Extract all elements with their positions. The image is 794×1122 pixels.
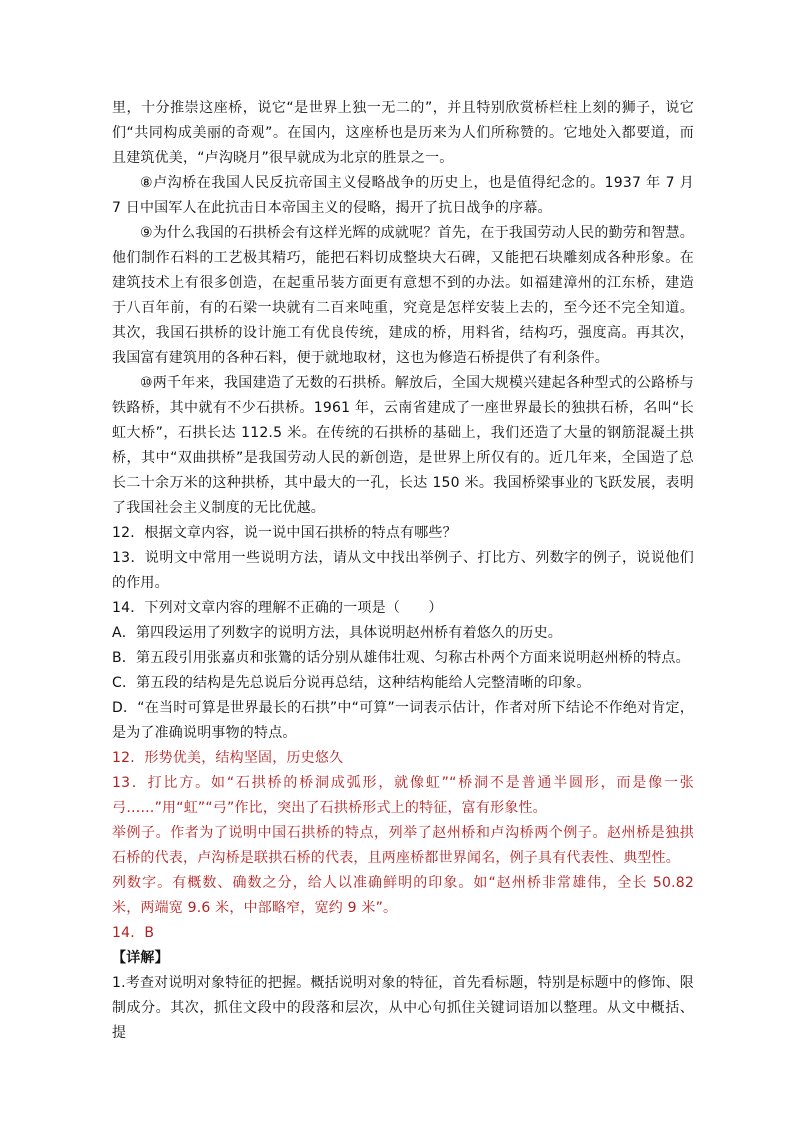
question-14-option-d: D．“在当时可算是世界最长的石拱”中“可算”一词表示估计，作者对所下结论不作绝对肯定，是为了准确说明事物的特点。: [112, 700, 694, 741]
document-page: [112, 96, 694, 1046]
explanation-text: 1.考查对说明对象特征的把握。概括说明对象的特征，首先看标题，特别是标题中的修饰、限制成分。其次，抓住文段中的段落和层次，从中心句抓住关键词语加以整理。从文中概括、提: [112, 975, 694, 1041]
answer-13-numbers: 列数字。有概数、确数之分，给人以准确鲜明的印象。如“赵州桥非常雄伟，全长 50.82 米，两端宽 9.6 米，中部略窄，宽约 9 米”。: [112, 875, 694, 916]
article-paragraph-10: ⑩两千年来，我国建造了无数的石拱桥。解放后，全国大规模兴建起各种型式的公路桥与铁路桥，其中就有不少石拱桥。1961 年，云南省建成了一座世界最长的独拱石桥，名叫“长虹大桥”，石拱长达 112.5 米。在传统的石拱桥的基础上，我们还造了大量的钢筋混凝土拱桥，其中“双曲拱桥”是我国劳动人民的新创造，是世界上所仅有的。近几年来，全国造了总长二十余万米的这种拱桥，其中最大的一孔，长达 150 米。我国桥梁事业的飞跃发展，表明了我国社会主义制度的无比优越。: [112, 375, 694, 516]
explanation-heading: 【详解】: [112, 950, 169, 966]
answer-13-metaphor: 13．打比方。如“石拱桥的桥洞成弧形，就像虹”“桥洞不是普通半圆形，而是像一张弓……”用“虹”“弓”作比，突出了石拱桥形式上的特征，富有形象性。: [112, 775, 694, 816]
article-paragraph-8: ⑧卢沟桥在我国人民反抗帝国主义侵略战争的历史上，也是值得纪念的。1937 年 7 月 7 日中国军人在此抗击日本帝国主义的侵略，揭开了抗日战争的序幕。: [112, 175, 694, 216]
article-paragraph-9: ⑨为什么我国的石拱桥会有这样光辉的成就呢？首先，在于我国劳动人民的勤劳和智慧。他们制作石料的工艺极其精巧，能把石料切成整块大石碑，又能把石块雕刻成各种形象。在建筑技术上有很多创造，在起重吊装方面更有意想不到的办法。如福建漳州的江东桥，建造于八百年前，有的石梁一块就有二百来吨重，究竟是怎样安装上去的，至今还不完全知道。其次，我国石拱桥的设计施工有优良传统，建成的桥，用料省，结构巧，强度高。再其次，我国富有建筑用的各种石料，便于就地取材，这也为修造石桥提供了有利条件。: [112, 225, 694, 366]
answer-14: 14．B: [112, 925, 155, 941]
article-paragraph-7-continued: 里，十分推崇这座桥，说它“是世界上独一无二的”，并且特别欣赏桥栏柱上刻的狮子，说它们“共同构成美丽的奇观”。在国内，这座桥也是历来为人们所称赞的。它地处入都要道，而且建筑优美，“卢沟晓月”很早就成为北京的胜景之一。: [112, 100, 694, 166]
question-14: 14．下列对文章内容的理解不正确的一项是（ ）: [112, 600, 443, 616]
answer-12: 12．形势优美，结构坚固，历史悠久: [112, 750, 344, 766]
question-13: 13．说明文中常用一些说明方法，请从文中找出举例子、打比方、列数字的例子，说说他们的作用。: [112, 550, 694, 591]
question-14-option-a: A．第四段运用了列数字的说明方法，具体说明赵州桥有着悠久的历史。: [112, 625, 562, 641]
answer-13-example: 举例子。作者为了说明中国石拱桥的特点，列举了赵州桥和卢沟桥两个例子。赵州桥是独拱石桥的代表，卢沟桥是联拱石桥的代表，且两座桥都世界闻名，例子具有代表性、典型性。: [112, 825, 694, 866]
question-12: 12．根据文章内容，说一说中国石拱桥的特点有哪些？: [112, 525, 457, 541]
question-14-option-b: B．第五段引用张嘉贞和张鷟的话分别从雄伟壮观、匀称古朴两个方面来说明赵州桥的特点。: [112, 650, 690, 666]
question-14-option-c: C．第五段的结构是先总说后分说再总结，这种结构能给人完整清晰的印象。: [112, 675, 591, 691]
